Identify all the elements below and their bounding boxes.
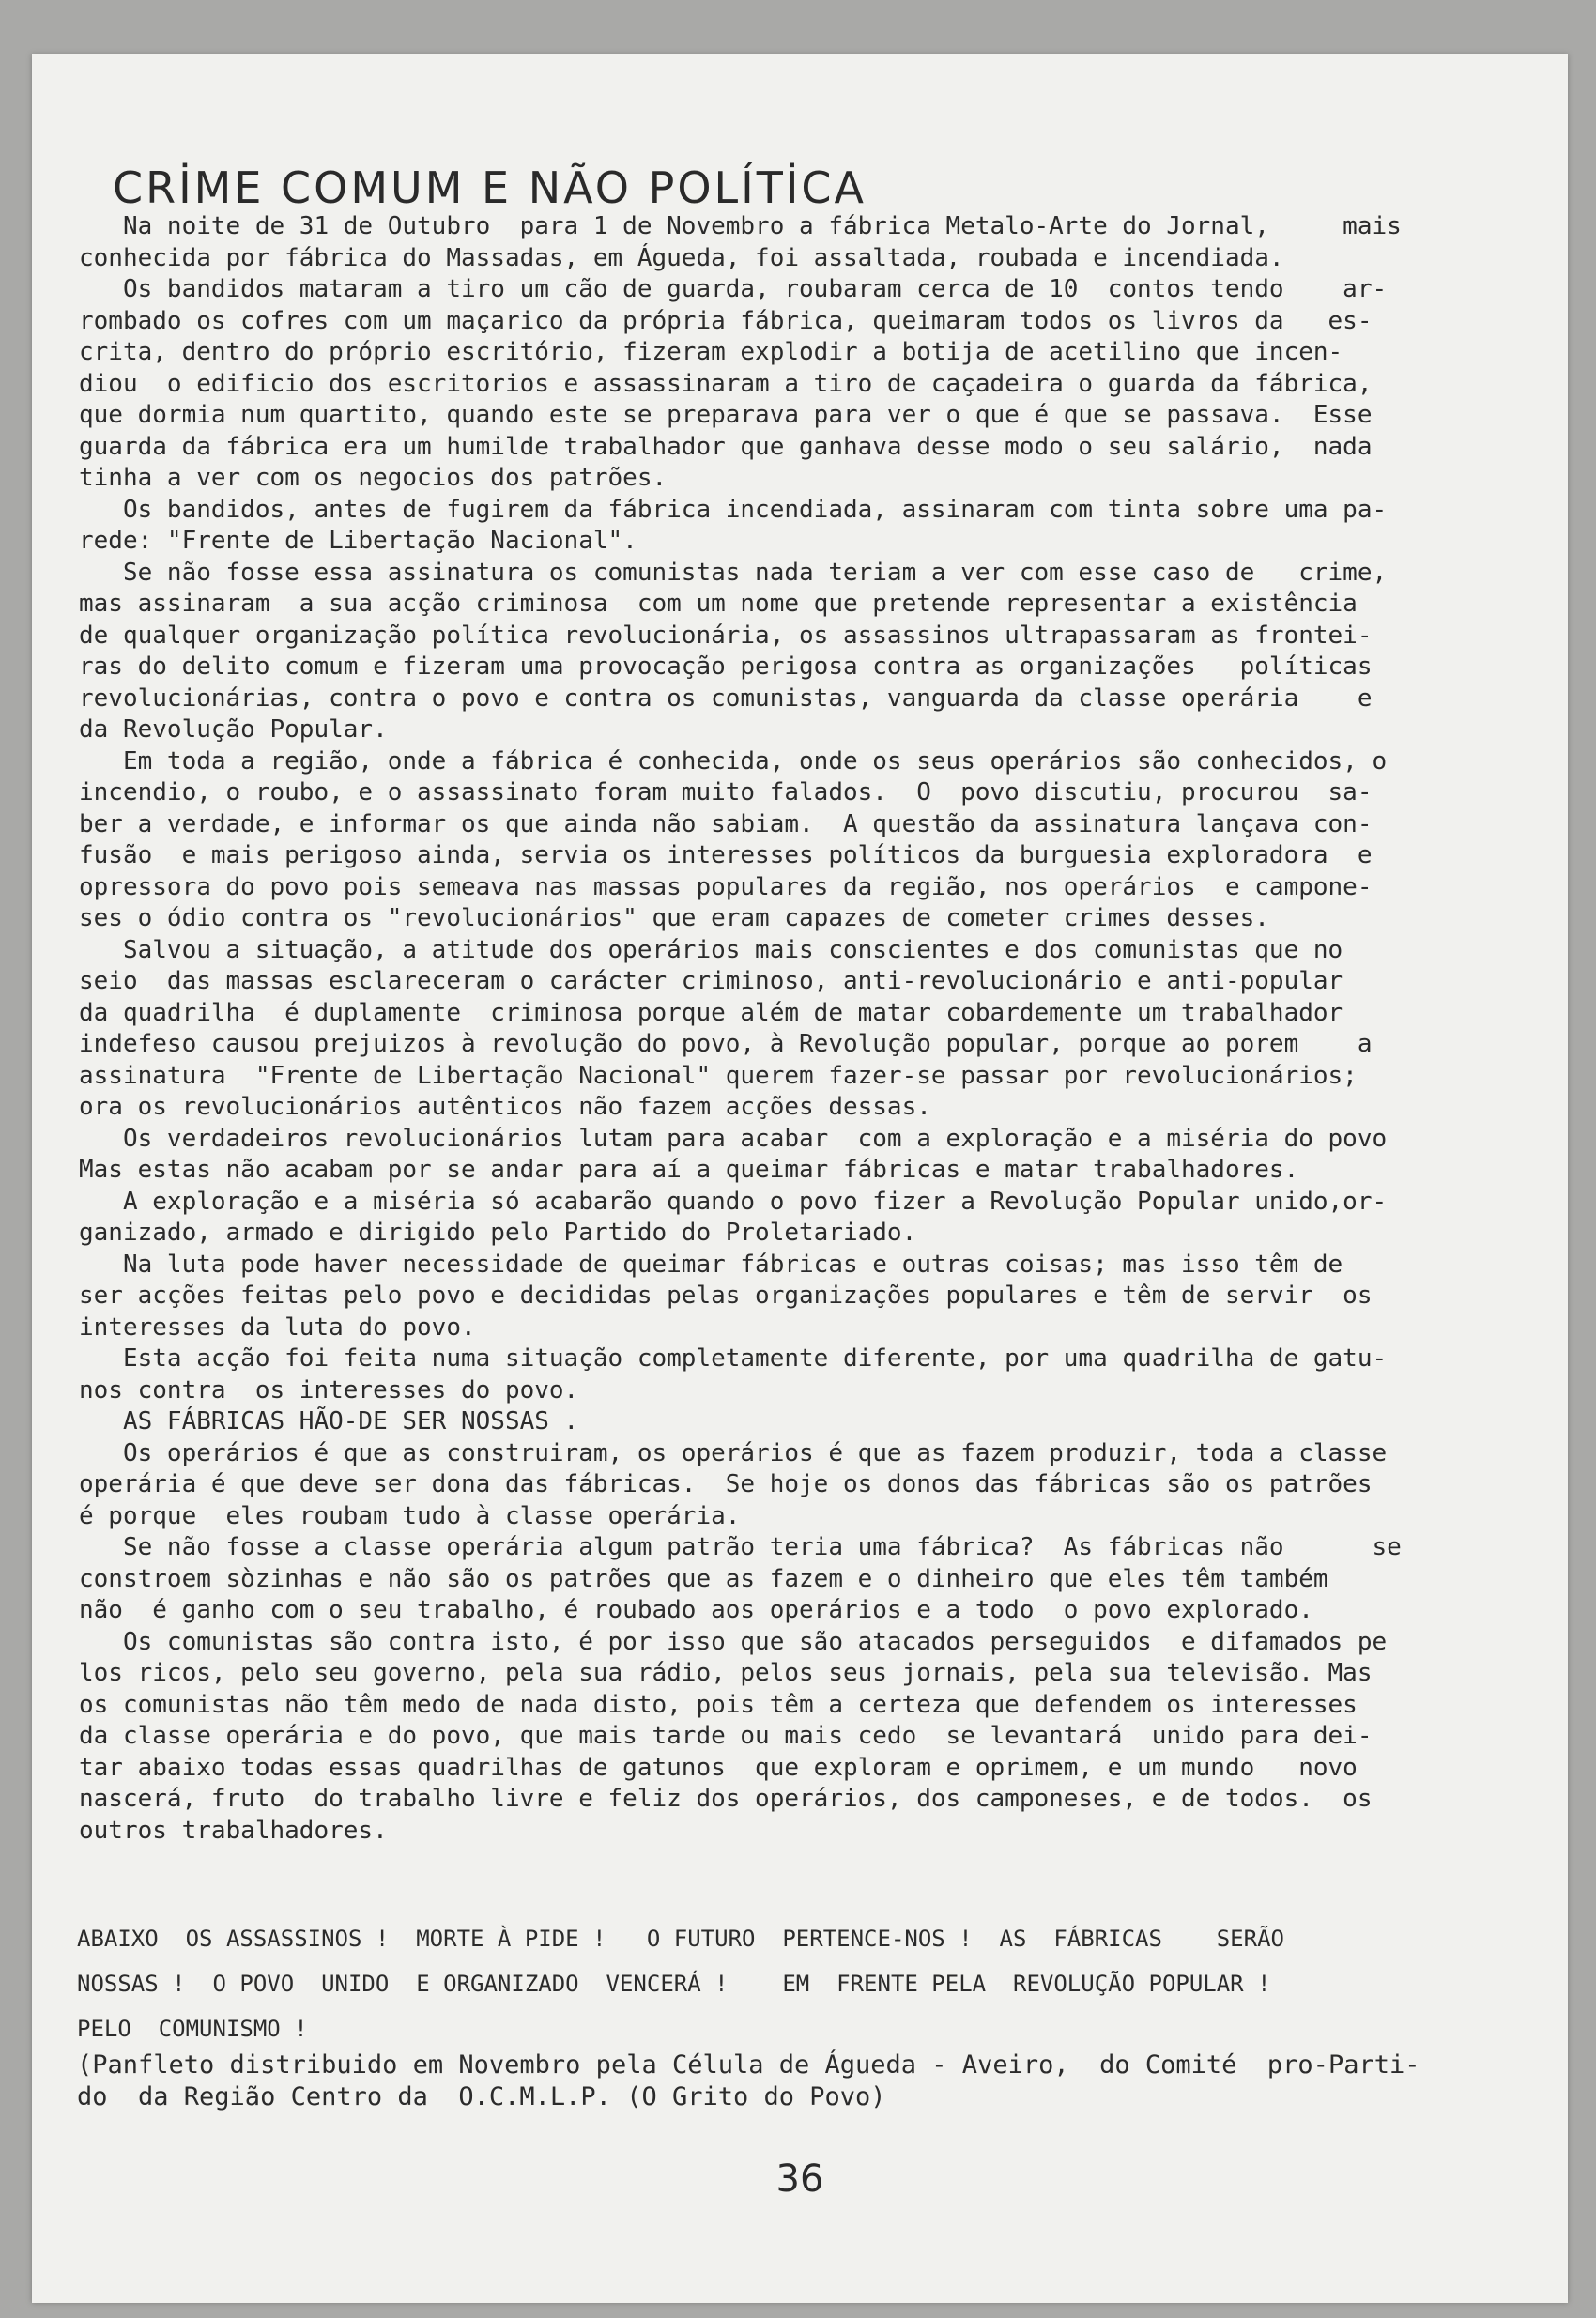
body-line: da Revolução Popular. xyxy=(79,715,388,744)
body-line: da quadrilha é duplamente criminosa porque além de matar cobardemente um trabalhador xyxy=(79,998,1343,1027)
body-line: Os bandidos, antes de fugirem da fábrica incendiada, assinaram com tinta sobre uma pa- xyxy=(79,495,1388,524)
document-body xyxy=(79,211,1496,1847)
body-line: Os operários é que as construiram, os operários é que as fazem produzir, toda a classe xyxy=(79,1438,1388,1467)
body-line: Os comunistas são contra isto, é por isso que são atacados perseguidos e difamados pe xyxy=(79,1627,1388,1656)
footnote-line: (Panfleto distribuido em Novembro pela Célula de Águeda - Aveiro, do Comité pro-Parti- xyxy=(77,2050,1420,2080)
slogans-block xyxy=(77,1916,1504,2051)
body-line: conhecida por fábrica do Massadas, em Águeda, foi assaltada, roubada e incendiada. xyxy=(79,243,1284,272)
slogan-line: NOSSAS ! O POVO UNIDO E ORGANIZADO VENCERÁ ! EM FRENTE PELA REVOLUÇÃO POPULAR ! xyxy=(77,1971,1271,1997)
footnote-line: do da Região Centro da O.C.M.L.P. (O Grito do Povo) xyxy=(77,2082,886,2111)
body-line: tinha a ver com os negocios dos patrões. xyxy=(79,464,668,492)
body-line: nascerá, fruto do trabalho livre e feliz dos operários, dos camponeses, e de todos. os xyxy=(79,1785,1373,1813)
body-line: que dormia num quartito, quando este se preparava para ver o que é que se passava. Esse xyxy=(79,401,1373,429)
body-line: Os bandidos mataram a tiro um cão de guarda, roubaram cerca de 10 contos tendo ar- xyxy=(79,275,1388,303)
body-line: da classe operária e do povo, que mais tarde ou mais cedo se levantará unido para dei- xyxy=(79,1722,1373,1750)
body-line: Esta acção foi feita numa situação completamente diferente, por uma quadrilha de gatu- xyxy=(79,1344,1388,1373)
body-line: rombado os cofres com um maçarico da própria fábrica, queimaram todos os livros da es- xyxy=(79,306,1373,335)
body-line: ser acções feitas pelo povo e decididas pelas organizações populares e têm de servir os xyxy=(79,1282,1373,1310)
body-line: diou o edificio dos escritorios e assassinaram a tiro de caçadeira o guarda da fábrica, xyxy=(79,369,1373,398)
body-line: é porque eles roubam tudo à classe operária. xyxy=(79,1501,741,1530)
body-line: Em toda a região, onde a fábrica é conhecida, onde os seus operários são conhecidos, o xyxy=(79,746,1388,775)
body-line: interesses da luta do povo. xyxy=(79,1313,476,1342)
body-line: ras do delito comum e fizeram uma provocação perigosa contra as organizações políticas xyxy=(79,652,1373,681)
body-line: seio das massas esclareceram o carácter criminoso, anti-revolucionário e anti-popular xyxy=(79,967,1343,995)
body-line: AS FÁBRICAS HÃO-DE SER NOSSAS . xyxy=(79,1407,579,1435)
document-page xyxy=(32,54,1568,2303)
body-line: Mas estas não acabam por se andar para aí a queimar fábricas e matar trabalhadores. xyxy=(79,1156,1299,1184)
body-line: ses o ódio contra os "revolucionários" que eram capazes de cometer crimes desses. xyxy=(79,904,1269,932)
body-line: A exploração e a miséria só acabarão quando o povo fizer a Revolução Popular unido,or- xyxy=(79,1187,1388,1216)
body-line: Na noite de 31 de Outubro para 1 de Novembro a fábrica Metalo-Arte do Jornal, mais xyxy=(79,212,1402,240)
body-line: mas assinaram a sua acção criminosa com um nome que pretende representar a existência xyxy=(79,590,1358,618)
body-line: Se não fosse essa assinatura os comunistas nada teriam a ver com esse caso de crime, xyxy=(79,558,1388,587)
body-line: constroem sòzinhas e não são os patrões que as fazem e o dinheiro que eles têm também xyxy=(79,1564,1328,1593)
body-line: fusão e mais perigoso ainda, servia os interesses políticos da burguesia exploradora e xyxy=(79,841,1373,869)
body-line: indefeso causou prejuizos à revolução do povo, à Revolução popular, porque ao porem a xyxy=(79,1030,1373,1058)
body-line: guarda da fábrica era um humilde trabalhador que ganhava desse modo o seu salário, nada xyxy=(79,432,1373,461)
body-line: ber a verdade, e informar os que ainda não sabiam. A questão da assinatura lançava con- xyxy=(79,809,1373,838)
body-line: ganizado, armado e dirigido pelo Partido do Proletariado. xyxy=(79,1219,917,1247)
body-line: de qualquer organização política revolucionária, os assassinos ultrapassaram as frontei- xyxy=(79,621,1373,650)
body-line: operária é que deve ser dona das fábricas. Se hoje os donos das fábricas são os patrões xyxy=(79,1470,1373,1498)
page-number: 36 xyxy=(775,2157,824,2201)
body-line: não é ganho com o seu trabalho, é roubado aos operários e a todo o povo explorado. xyxy=(79,1596,1313,1624)
body-line: rede: "Frente de Libertação Nacional". xyxy=(79,527,637,555)
body-line: crita, dentro do próprio escritório, fizeram explodir a botija de acetilino que incen- xyxy=(79,338,1343,366)
body-line: assinatura "Frente de Libertação Nacional" querem fazer-se passar por revolucionários; xyxy=(79,1061,1358,1090)
body-line: opressora do povo pois semeava nas massas populares da região, nos operários e campone- xyxy=(79,872,1373,901)
body-line: tar abaixo todas essas quadrilhas de gatunos que exploram e oprimem, e um mundo novo xyxy=(79,1753,1358,1782)
body-line: ora os revolucionários autênticos não fazem acções dessas. xyxy=(79,1093,931,1121)
source-footnote xyxy=(77,2049,1504,2113)
body-line: los ricos, pelo seu governo, pela sua rádio, pelos seus jornais, pela sua televisão. Mas xyxy=(79,1659,1373,1687)
body-line: nos contra os interesses do povo. xyxy=(79,1375,579,1405)
body-line: os comunistas não têm medo de nada disto, pois têm a certeza que defendem os interesses xyxy=(79,1690,1358,1719)
body-line: incendio, o roubo, e o assassinato foram muito falados. O povo discutiu, procurou sa- xyxy=(79,778,1373,806)
body-line: outros trabalhadores. xyxy=(79,1816,388,1845)
document-title: CRİME COMUM E NÃO POLÍTİCA xyxy=(113,162,867,213)
slogan-line: PELO COMUNISMO ! xyxy=(77,2016,308,2042)
body-line: Se não fosse a classe operária algum patrão teria uma fábrica? As fábricas não se xyxy=(79,1533,1402,1561)
body-line: revolucionárias, contra o povo e contra os comunistas, vanguarda da classe operária e xyxy=(79,683,1373,713)
slogan-line: ABAIXO OS ASSASSINOS ! MORTE À PIDE ! O FUTURO PERTENCE-NOS ! AS FÁBRICAS SERÃO xyxy=(77,1926,1284,1952)
body-line: Os verdadeiros revolucionários lutam para acabar com a exploração e a miséria do povo xyxy=(79,1124,1388,1153)
body-line: Salvou a situação, a atitude dos operários mais conscientes e dos comunistas que no xyxy=(79,935,1343,964)
body-line: Na luta pode haver necessidade de queimar fábricas e outras coisas; mas isso têm de xyxy=(79,1250,1343,1279)
